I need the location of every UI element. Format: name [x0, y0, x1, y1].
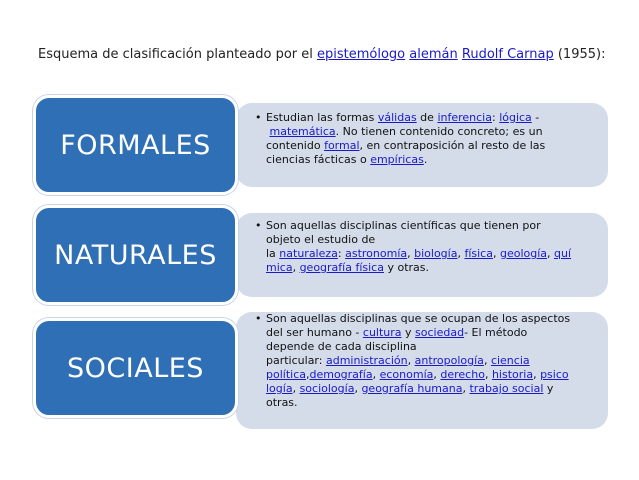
- link-naturaleza[interactable]: naturaleza: [279, 247, 338, 260]
- formales-description: [255, 111, 596, 167]
- description-line: [266, 354, 596, 368]
- link-política[interactable]: política: [266, 368, 306, 381]
- link-administración[interactable]: administración: [325, 354, 408, 367]
- link-física[interactable]: física: [464, 247, 493, 260]
- link-geografía-física[interactable]: geografía física: [299, 261, 384, 274]
- naturales-label: NATURALES: [54, 239, 217, 271]
- description-text: de: [416, 111, 438, 124]
- link-formal[interactable]: formal: [324, 139, 360, 152]
- description-text: la: [266, 247, 280, 260]
- formales-label: FORMALES: [60, 129, 211, 161]
- description-text: ,: [533, 368, 541, 381]
- link-trabajo-social[interactable]: trabajo social: [469, 382, 544, 395]
- link-astronomía[interactable]: astronomía: [345, 247, 408, 260]
- description-text: -: [531, 111, 540, 124]
- description-text: ,: [407, 354, 415, 367]
- description-line: [266, 326, 596, 340]
- description-text: y: [401, 326, 416, 339]
- description-text: ,: [433, 368, 441, 381]
- description-text: del ser humano -: [266, 326, 363, 339]
- description-text: y: [543, 382, 554, 395]
- description-text: ,: [483, 354, 491, 367]
- bullet-icon: •: [255, 219, 262, 232]
- link-geografía-humana[interactable]: geografía humana: [361, 382, 463, 395]
- description-text: ,: [407, 247, 415, 260]
- description-line: [266, 261, 596, 275]
- description-line: [266, 233, 596, 247]
- description-text: Son aquellas disciplinas científicas que tienen por: [266, 219, 541, 232]
- link-psico[interactable]: psico: [540, 368, 569, 381]
- description-line: [266, 312, 596, 326]
- link-historia[interactable]: historia: [491, 368, 534, 381]
- description-text: ,: [305, 368, 310, 381]
- description-text: objeto el estudio de: [266, 233, 376, 246]
- link-aleman[interactable]: alemán: [409, 47, 458, 62]
- description-text: . No tienen contenido concreto; es un: [335, 125, 543, 138]
- description-line: [266, 153, 596, 167]
- link-sociedad[interactable]: sociedad: [415, 326, 465, 339]
- description-text: y otras.: [383, 261, 430, 274]
- description-text: ,: [484, 368, 492, 381]
- description-line: [266, 139, 596, 153]
- link-quí[interactable]: quí: [554, 247, 572, 260]
- description-text: ,: [462, 382, 470, 395]
- description-text: particular:: [266, 354, 326, 367]
- description-line: [266, 368, 596, 382]
- description-text: , en contraposición al resto de las: [359, 139, 546, 152]
- description-text: - El método: [464, 326, 528, 339]
- description-line: [266, 340, 596, 354]
- description-text: depende de cada disciplina: [266, 340, 417, 353]
- sociales-label: SOCIALES: [67, 352, 204, 384]
- description-text: ,: [292, 382, 300, 395]
- description-line: [266, 396, 596, 410]
- link-inferencia[interactable]: inferencia: [437, 111, 492, 124]
- sociales-description: [255, 312, 596, 410]
- description-text: Estudian las formas: [266, 111, 378, 124]
- link-rudolf-carnap[interactable]: Rudolf Carnap: [461, 47, 554, 62]
- description-text: ,: [457, 247, 465, 260]
- link-antropología[interactable]: antropología: [414, 354, 484, 367]
- description-text: ciencias fácticas o: [266, 153, 371, 166]
- naturales-description: [255, 219, 596, 275]
- link-logía[interactable]: logía: [266, 382, 293, 395]
- description-text: .: [423, 153, 428, 166]
- link-empíricas[interactable]: empíricas: [370, 153, 424, 166]
- description-line: [266, 219, 596, 233]
- description-text: ,: [372, 368, 380, 381]
- link-economía[interactable]: economía: [379, 368, 434, 381]
- description-line: [266, 111, 596, 125]
- naturales-box: [33, 205, 238, 305]
- link-biología[interactable]: biología: [414, 247, 458, 260]
- description-line: [266, 247, 596, 261]
- link-matemática[interactable]: matemática: [269, 125, 336, 138]
- description-text: :: [491, 111, 500, 124]
- description-line: [266, 125, 596, 139]
- title-suffix: (1955):: [553, 47, 606, 62]
- description-text: otras.: [266, 396, 298, 409]
- description-line: [266, 382, 596, 396]
- description-text: ,: [492, 247, 500, 260]
- link-lógica[interactable]: lógica: [499, 111, 532, 124]
- link-epistemologo[interactable]: epistemólogo: [317, 47, 406, 62]
- link-demografía[interactable]: demografía: [309, 368, 373, 381]
- title-prefix: Esquema de clasificación planteado por el: [38, 47, 318, 62]
- link-ciencia[interactable]: ciencia: [490, 354, 530, 367]
- formales-box: [33, 95, 238, 195]
- description-text: ,: [547, 247, 555, 260]
- link-geología[interactable]: geología: [499, 247, 548, 260]
- link-cultura[interactable]: cultura: [362, 326, 402, 339]
- sociales-box: [33, 318, 238, 418]
- description-text: ,: [354, 382, 362, 395]
- bullet-icon: •: [255, 312, 262, 325]
- link-sociología[interactable]: sociología: [299, 382, 355, 395]
- description-text: Son aquellas disciplinas que se ocupan de los aspectos: [266, 312, 571, 325]
- bullet-icon: •: [255, 111, 262, 124]
- description-text: contenido: [266, 139, 325, 152]
- link-derecho[interactable]: derecho: [440, 368, 485, 381]
- page-title: [38, 47, 605, 62]
- link-mica[interactable]: mica: [266, 261, 293, 274]
- description-text: :: [337, 247, 346, 260]
- description-text: ,: [292, 261, 300, 274]
- link-válidas[interactable]: válidas: [377, 111, 417, 124]
